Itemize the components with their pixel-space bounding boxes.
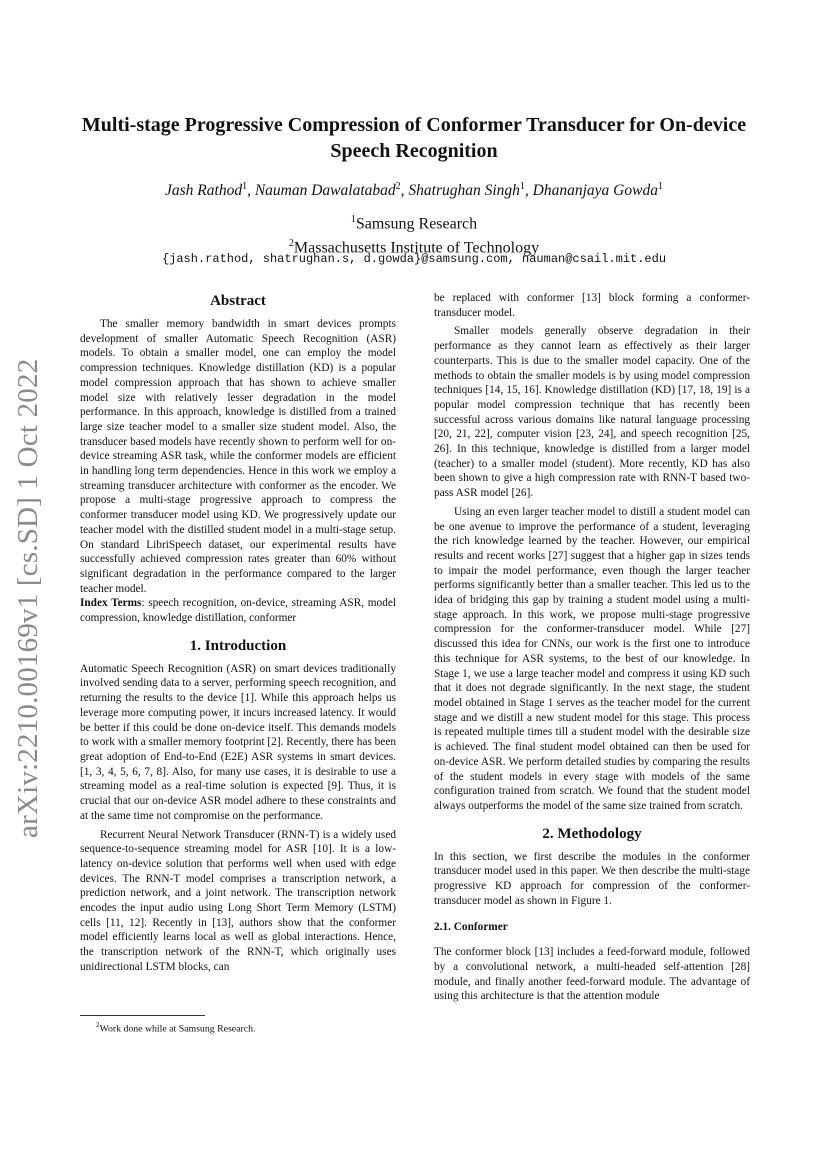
intro-paragraph: Recurrent Neural Network Transducer (RNN-T) is a widely used sequence-to-sequence streaming model for ASR [10]. It is a low-latency on-device solution that performs well when used with edge devices. The RNN-T model comprises a transcription network, a prediction network, and a joint network. The transcription network encodes the input audio using Long Short Term Memory (LSTM) cells [11, 12]. Recently in [13], authors show that the conformer model efficiently learns local as well as global interactions. Hence, the transcription network of the RNN-T, which originally uses unidirectional LSTM blocks, can [80,828,396,973]
arxiv-identifier: arXiv:2210.00169v1 [cs.SD] 1 Oct 2022 [12,358,44,838]
intro-paragraph: Automatic Speech Recognition (ASR) on smart devices traditionally involved sending data to a server, performing speech recognition, and returning the results to the device [1]. While this approach helps us leverage more computing power, it incurs increased latency. It would be better if this could be done on-device itself. This demands models to work with a smaller memory footprint [2]. Recently, there has been great adoption of End-to-End (E2E) ASR systems in smart devices. [1, 3, 4, 5, 6, 7, 8]. Also, for many use cases, it is desirable to use a streaming model as a real-time solution is expected [9]. Thus, it is crucial that our on-device ASR model adhere to these constraints and at the same time not compromise on the performance. [80,662,396,822]
author-name: Dhananjaya Gowda [532,182,658,200]
author-name: Shatrughan Singh [408,182,520,200]
affiliation-name: Massachusetts Institute of Technology [293,239,540,257]
affiliation-number: 2 [288,238,294,250]
index-terms-text: : speech recognition, on-device, streaming ASR, model compression, knowledge distillation, conformer [80,597,396,625]
index-terms [80,596,396,625]
author-emails: {jash.rathod, shatrughan.s, d.gowda}@samsung.com, nauman@csail.mit.edu [161,252,667,266]
author-name: Nauman Dawalatabad [254,182,396,200]
methodology-heading: 2. Methodology [542,825,642,842]
abstract-text: The smaller memory bandwidth in smart devices prompts development of smaller Automatic Speech Recognition (ASR) models. To obtain a smaller model, one can employ the model compression techniques. Knowledge distillation (KD) is a popular model compression approach that has shown to achieve smaller model size with relatively lesser degradation in the model performance. In this approach, knowledge is distilled from a trained large size teacher model to a smaller size student model. Also, the transducer based models have recently shown to perform well for on-device streaming ASR task, while the conformer models are efficient in handling long term dependencies. Hence in this work we employ a streaming transducer architecture with conformer as the encoder. We propose a multi-stage progressive approach to compress the conformer transducer model using KD. We progressively update our teacher model with the distilled student model in a multi-stage setup. On standard LibriSpeech dataset, our experimental results have successfully achieved compression rates greater than 60% without significant degradation in the performance compared to the larger teacher model. [80,318,396,595]
left-column [80,291,396,975]
methodology-paragraph: The conformer block [13] includes a feed-forward module, followed by a convolutional network, a multi-headed self-attention [28] module, and finally another feed-forward module. The advantage of using this architecture is that the attention module [434,946,750,1003]
author-affiliation-mark: 1 [242,181,248,192]
introduction-heading: 1. Introduction [189,637,287,654]
author-affiliation-mark: 1 [657,181,663,192]
methodology-paragraph: In this section, we first describe the modules in the conformer transducer model used in this paper. We then describe the multi-stage progressive KD approach for compression of the conformer-transducer model as shown in Figure 1. [434,850,750,907]
paper-title: Multi-stage Progressive Compression of Conformer Transducer for On-device Speech Recognition [81,114,747,162]
intro-paragraph: Smaller models generally observe degradation in their performance as they cannot learn as effectively as their larger counterparts. This is due to the smaller model capacity. One of the methods to obtain the smaller models is by using model compression techniques [14, 15, 16]. Knowledge distillation (KD) [17, 18, 19] is a popular model compression technique that has recently been successful across various domains like natural language processing [20, 21, 22], computer vision [23, 24], and speech recognition [25, 26]. In this technique, knowledge is distilled from a larger model (teacher) to a smaller model (student). More recently, KD has also been shown to give a high compression rate with RNN-T based two-pass ASR model [26]. [434,325,750,500]
footnote-mark: 2 [96,1021,100,1029]
footnote-divider [80,1015,205,1016]
footnote [96,1019,396,1035]
affiliation-line [60,210,768,234]
author-affiliation-mark: 2 [395,181,401,192]
right-column [434,291,750,1004]
conformer-subheading: 2.1. Conformer [434,921,508,934]
affiliation-number: 1 [350,214,356,225]
index-terms-label: Index Terms [80,597,142,610]
affiliation-name: Samsung Research [355,215,478,233]
author-name: Jash Rathod [165,182,243,200]
intro-paragraph: be replaced with conformer [13] block forming a conformer-transducer model. [434,292,750,319]
footnote-text: Work done while at Samsung Research. [99,1023,256,1035]
author-list: Jash Rathod$^1$, Nauman Dawalatabad$^2$, Shatrughan Singh$^1$, Dhananjaya Gowda$^1$ [165,181,663,200]
intro-paragraph: Using an even larger teacher model to distill a student model can be one avenue to improve the performance of a student, leveraging the rich knowledge learned by the teacher. However, our empirical results and recent works [27] suggest that a higher gap in sizes tends to impair the model performance, even though the larger teacher performs significantly better than a smaller teacher. This led us to the idea of bridging this gap by training a student model using a multi-stage approach. In this work, we propose multi-stage progressive compression for the conformer-transducer model. While [27] discussed this idea for CNNs, our work is the first one to introduce this technique for ASR systems, to the best of our knowledge. In Stage 1, we use a large teacher model and compress it using KD such that it does not degrade significantly. In the next stage, the student model obtained in Stage 1 serves as the teacher model for the current stage and we distill a new student model for this stage. This process is repeated multiple times till a student model with the desirable size is achieved. The final student model obtained can then be used for on-device ASR. We perform detailed studies by comparing the results of the student models in every stage with models of the same configuration trained from scratch. We found that the student model always outperforms the model of the same size trained from scratch. [434,505,750,812]
abstract-heading: Abstract [210,293,266,309]
author-affiliation-mark: 1 [519,181,525,192]
